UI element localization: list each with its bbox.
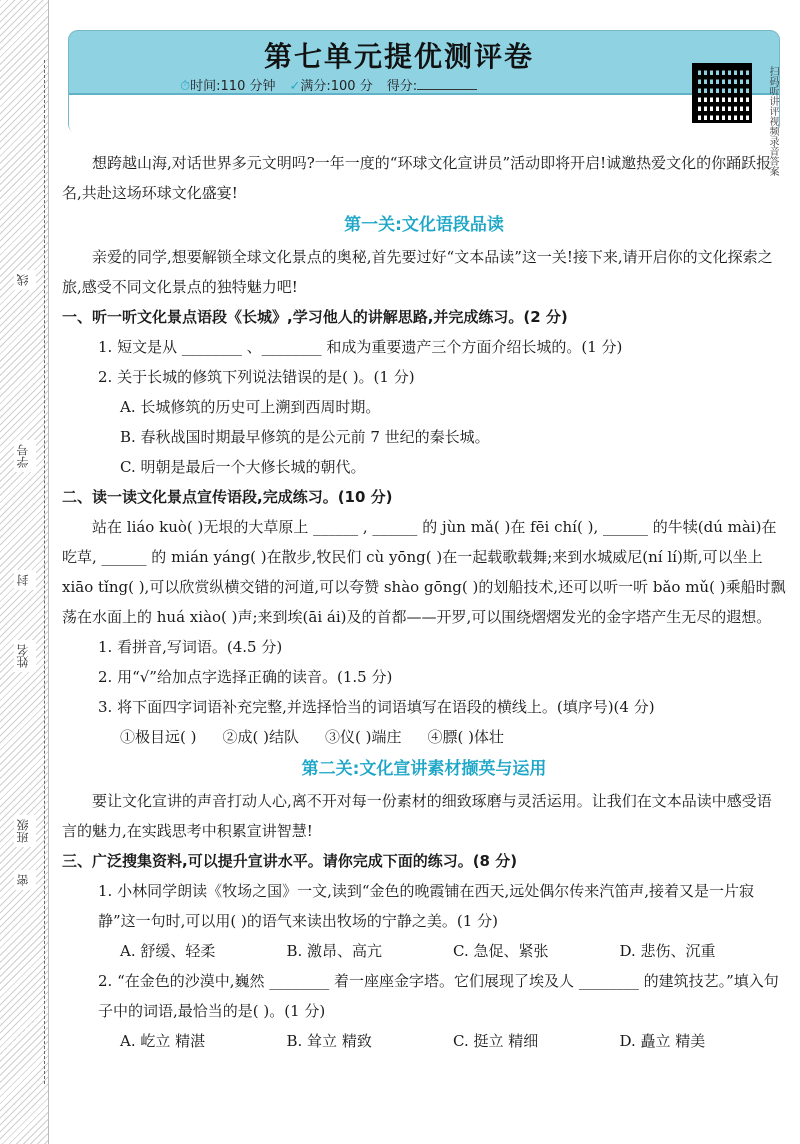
exam-content (62, 148, 786, 1056)
question-2-item-2: 2. 用“√”给加点字选择正确的读音。(1.5 分) (98, 668, 393, 686)
binding-labels (14, 0, 48, 1144)
question-2-item-3: 3. 将下面四字词语补充完整,并选择恰当的词语填写在语段的横线上。(填序号)(4 分) (98, 698, 655, 716)
question-1-heading: 一、听一听文化景点语段《长城》,学习他人的讲解思路,并完成练习。(2 分) (62, 308, 568, 326)
qr-caption: 扫码听讲评视频录音答案 (767, 66, 778, 176)
question-2-item-1: 1. 看拼音,写词语。(4.5 分) (98, 638, 283, 656)
question-1-option-a: A. 长城修筑的历史可上溯到西周时期。 (120, 398, 381, 416)
name-label: 姓名 (14, 640, 36, 672)
score-label: 得分: (386, 79, 418, 94)
score-blank[interactable] (417, 77, 477, 90)
qr-code[interactable] (692, 63, 752, 123)
question-1-option-b: B. 春秋战国时期最早修筑的是公元前 7 世纪的秦长城。 (120, 428, 490, 446)
section-2-intro: 要让文化宣讲的声音打动人心,离不开对每一份素材的细致琢磨与灵活运用。让我们在文本品读中感受语言的魅力,在实践思考中积累宣讲智慧! (62, 792, 772, 840)
exam-info (180, 75, 477, 94)
question-1-item-1: 1. 短文是从 ________ 、________ 和成为重要遗产三个方面介绍长城的。(1 分) (98, 338, 623, 356)
idiom-item: ④膘( )体壮 (427, 728, 504, 746)
exam-title: 第七单元提优测评卷 (263, 40, 534, 73)
question-3-item-2-options (120, 1026, 786, 1056)
idiom-item: ①极目远( ) (120, 728, 197, 746)
question-3-item-1: 1. 小林同学朗读《牧场之国》一文,读到“金色的晚霞铺在西天,远处偶尔传来汽笛声,接着又是一片寂静”这一句时,可以用( )的语气来读出牧场的宁静之美。(1 分) (98, 882, 755, 930)
cut-line (44, 60, 45, 1084)
option-c: C. 急促、紧张 (453, 942, 549, 960)
full-score-label: 满分:100 分 (300, 79, 373, 94)
idiom-list (120, 722, 786, 752)
section-1-title: 第一关:文化语段品读 (344, 215, 504, 235)
class-label: 班级 (14, 815, 36, 847)
line-label: 线 (14, 270, 36, 290)
section-2-title: 第二关:文化宣讲素材撷英与运用 (301, 759, 547, 779)
question-3-heading: 三、广泛搜集资料,可以提升宣讲水平。请你完成下面的练习。(8 分) (62, 852, 518, 870)
idiom-item: ②成( )结队 (222, 728, 299, 746)
option-c: C. 挺立 精细 (453, 1032, 539, 1050)
option-b: B. 耸立 精致 (286, 1032, 372, 1050)
check-icon: ✓ (289, 79, 301, 94)
clock-icon: ⏱ (180, 79, 191, 94)
time-label: 时间:110 分钟 (190, 79, 276, 94)
question-2-heading: 二、读一读文化景点宣传语段,完成练习。(10 分) (62, 488, 393, 506)
secret-label: 密 (14, 870, 36, 890)
student-id-label: 学号 (14, 440, 36, 472)
question-1-option-c: C. 明朝是最后一个大修长城的朝代。 (120, 458, 366, 476)
intro-paragraph: 想跨越山海,对话世界多元文明吗?一年一度的“环球文化宣讲员”活动即将开启!诚邀热爱文化的你踊跃报名,共赴这场环球文化盛宴! (62, 154, 772, 202)
option-d: D. 悲伤、沉重 (619, 942, 716, 960)
question-1-item-2: 2. 关于长城的修筑下列说法错误的是( )。(1 分) (98, 368, 415, 386)
header-info-bar (69, 93, 779, 135)
option-d: D. 矗立 精美 (619, 1032, 706, 1050)
question-3-item-1-options (120, 936, 786, 966)
option-b: B. 激昂、高亢 (286, 942, 383, 960)
option-a: A. 屹立 精湛 (120, 1032, 206, 1050)
option-a: A. 舒缓、轻柔 (120, 942, 216, 960)
question-2-passage: 站在 liáo kuò( )无垠的大草原上 ______ , ______ 的 jùn mǎ( )在 fēi chí( ), ______ 的牛犊(dú mài)在吃草, ______ 的 mián yáng( )在散步,牧民们 cù yōng( )在一起载歌载舞;来到水城威尼(ní lí)斯,可以坐上 xiāo tǐng( ),可以欣赏纵横交错的河道,可以夸赞 shào gōng( )的划船技术,还可以听一听 bǎo mǔ( )乘船时飘荡在水面上的 huá xiào( )声;来到埃(āi ái)及的首都——开罗,可以围绕熠熠发光的金字塔产生无尽的遐想。 (62, 518, 786, 626)
idiom-item: ③仪( )端庄 (324, 728, 402, 746)
question-3-item-2: 2. “在金色的沙漠中,巍然 ________ 着一座座金字塔。它们展现了埃及人 ________ 的建筑技艺。”填入句子中的词语,最恰当的是( )。(1 分) (98, 972, 779, 1020)
seal-label: 封 (14, 570, 36, 590)
section-1-intro: 亲爱的同学,想要解锁全球文化景点的奥秘,首先要过好“文本品读”这一关!接下来,请开启你的文化探索之旅,感受不同文化景点的独特魅力吧! (62, 248, 773, 296)
